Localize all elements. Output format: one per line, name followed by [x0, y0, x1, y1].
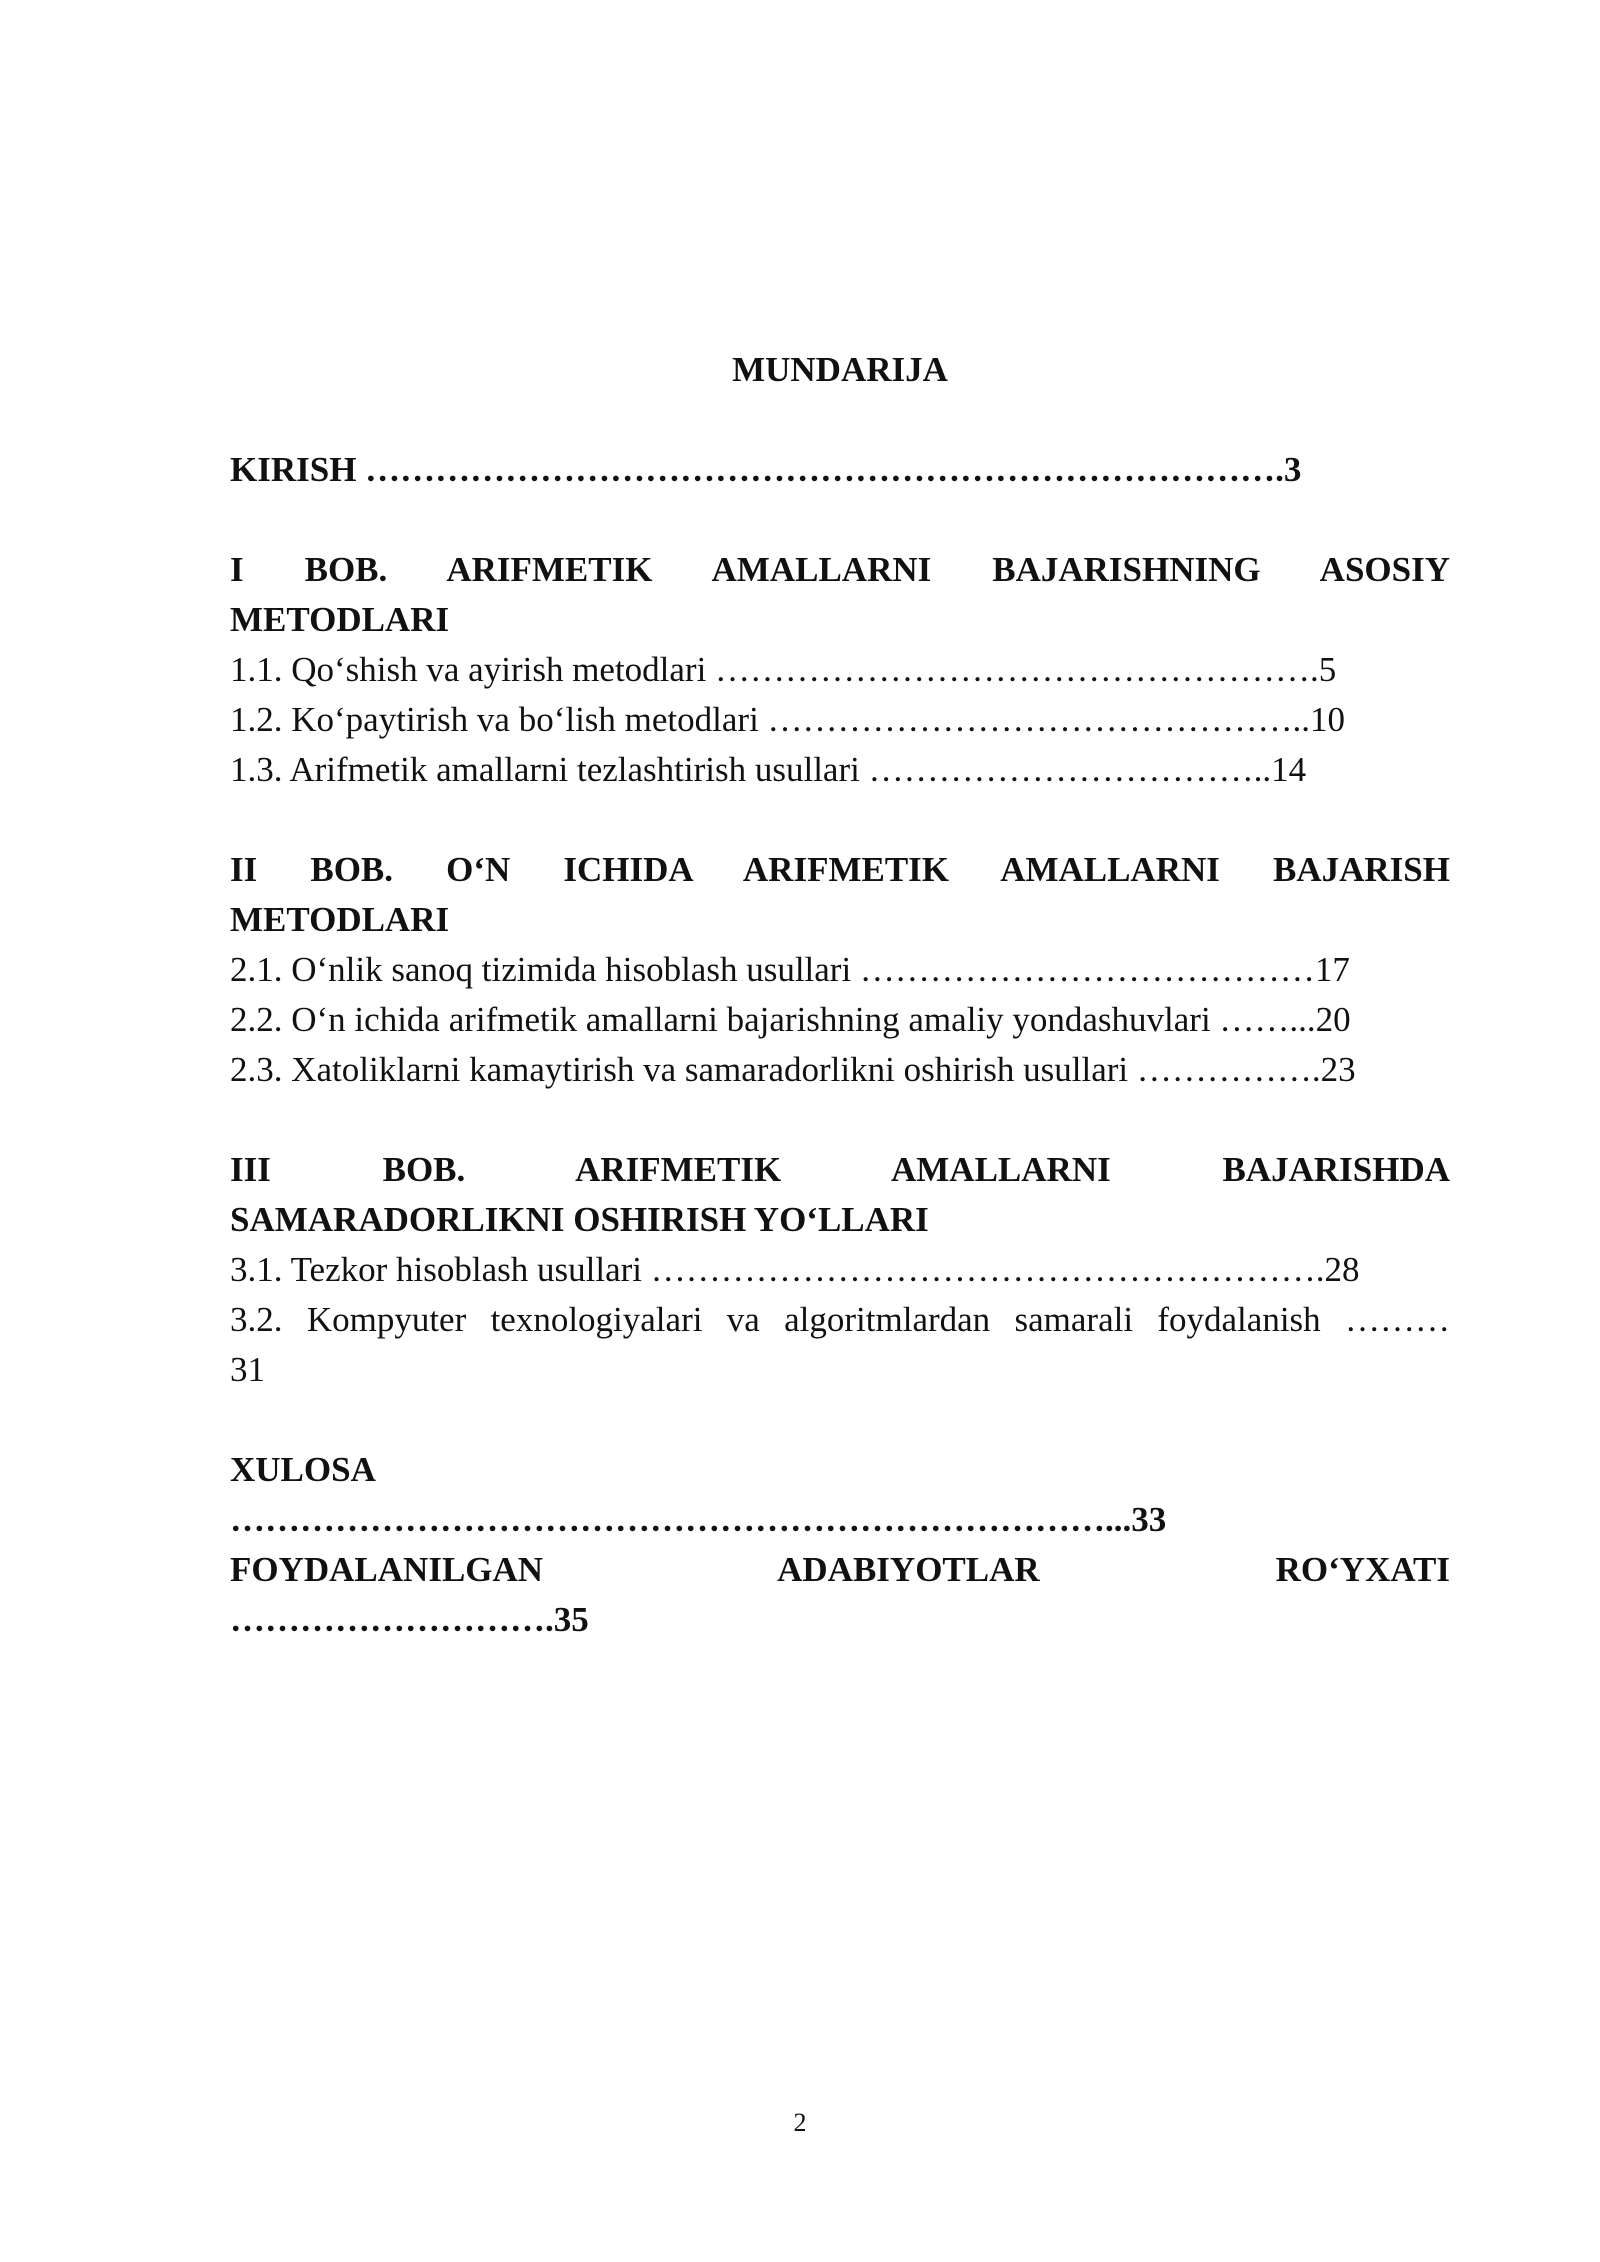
chapter-2-title-continued: METODLARI	[230, 900, 450, 939]
toc-entry-1-3: 1.3. Arifmetik amallarni tezlashtirish usullari ……………………………..14	[230, 750, 1307, 789]
toc-entry-xulosa-page: …………………………………………………………………...33	[230, 1500, 1167, 1539]
toc-entry-adabiyotlar: FOYDALANILGAN ADABIYOTLAR RO‘YXATI	[230, 1550, 1450, 1589]
toc-entry-kirish: KIRISH …………………………………………………………………….3	[230, 450, 1302, 489]
toc-entry-1-1: 1.1. Qo‘shish va ayirish metodlari …………………………………………….5	[230, 650, 1337, 689]
toc-entry-adabiyotlar-page: ……………………….35	[230, 1600, 589, 1639]
toc-entry-1-2: 1.2. Ko‘paytirish va bo‘lish metodlari ………………………………………..10	[230, 700, 1346, 739]
toc-entry-3-2: 3.2. Kompyuter texnologiyalari va algoritmlardan samarali foydalanish ………	[230, 1300, 1450, 1339]
chapter-2-title: II BOB. O‘N ICHIDA ARIFMETIK AMALLARNI BAJARISH	[230, 850, 1450, 889]
table-of-contents	[230, 345, 1450, 1645]
chapter-3-title-continued: SAMARADORLIKNI OSHIRISH YO‘LLARI	[230, 1200, 929, 1239]
spacer	[230, 1395, 1450, 1445]
spacer	[230, 495, 1450, 545]
toc-entry-2-2: 2.2. O‘n ichida arifmetik amallarni bajarishning amaliy yondashuvlari ……...20	[230, 1000, 1351, 1039]
spacer	[230, 795, 1450, 845]
page-number: 2	[793, 2108, 807, 2137]
chapter-1-title-continued: METODLARI	[230, 600, 450, 639]
chapter-1-title: I BOB. ARIFMETIK AMALLARNI BAJARISHNING ASOSIY	[230, 550, 1450, 589]
chapter-3-title: III BOB. ARIFMETIK AMALLARNI BAJARISHDA	[230, 1150, 1450, 1189]
toc-entry-2-1: 2.1. O‘nlik sanoq tizimida hisoblash usullari …………………………………17	[230, 950, 1350, 989]
toc-entry-2-3: 2.3. Xatoliklarni kamaytirish va samaradorlikni oshirish usullari …………….23	[230, 1050, 1356, 1089]
toc-entry-3-2-page: 31	[230, 1350, 265, 1389]
spacer	[230, 1095, 1450, 1145]
toc-title: MUNDARIJA	[732, 350, 948, 389]
toc-entry-3-1: 3.1. Tezkor hisoblash usullari ………………………………………………….28	[230, 1250, 1360, 1289]
toc-entry-xulosa: XULOSA	[230, 1450, 376, 1489]
